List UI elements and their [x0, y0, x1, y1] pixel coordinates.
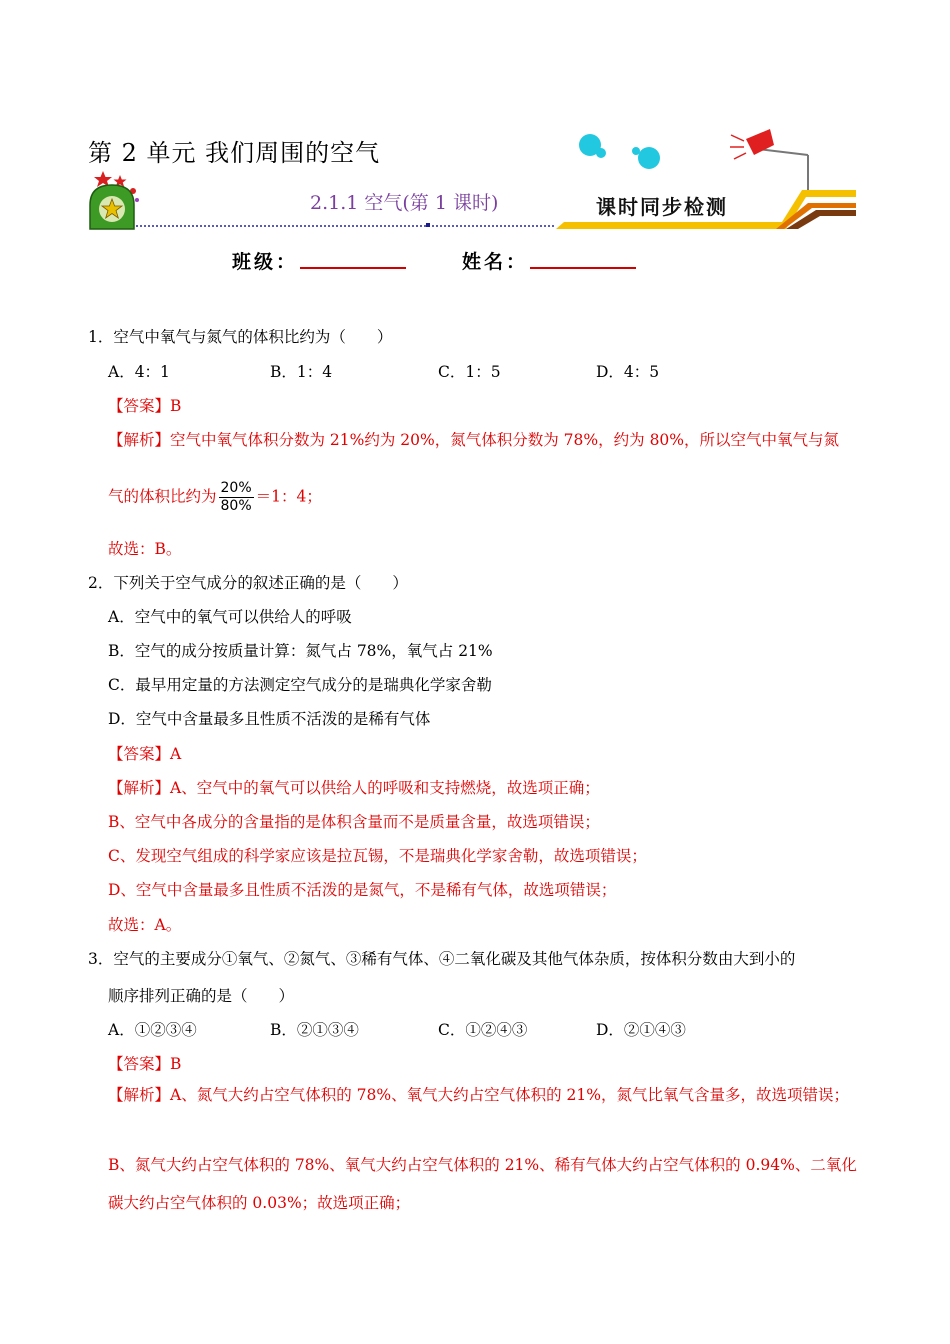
q3-option-b: B．②①③④	[270, 1021, 359, 1039]
q2-analysis-d: D、空气中含量最多且性质不活泼的是氮气，不是稀有气体，故选项错误；	[108, 881, 617, 899]
q3-analysis-b: B、氮气大约占空气体积的 78%、氧气大约占空气体积的 21%、稀有气体大约占空气体积的 0.94%、二氧化碳大约占空气体积的 0.03%；故选项正确；	[108, 1156, 857, 1212]
q2-conclusion: 故选：A。	[108, 916, 182, 934]
q3-option-a: A．①②③④	[108, 1021, 197, 1039]
q1-option-b: B．1：4	[270, 363, 333, 381]
q1-conclusion: 故选：B。	[108, 540, 182, 558]
fraction-numerator: 20%	[220, 480, 252, 496]
q2-option-b: B．空气的成分按质量计算：氮气占 78%，氧气占 21%	[108, 642, 493, 660]
header-banner	[86, 125, 856, 235]
q1-analysis-line2	[108, 480, 322, 515]
q1-option-c: C．1：5	[438, 363, 501, 381]
q1-answer: 【答案】B	[108, 397, 182, 415]
class-label: 班级：	[232, 251, 299, 273]
banner-text: 课时同步检测	[596, 195, 728, 219]
question-1-stem: 1．空气中氧气与氮气的体积比约为（ ）	[88, 328, 393, 346]
q2-answer: 【答案】A	[108, 745, 182, 763]
bubble-icon	[638, 147, 660, 169]
bubble-icon	[596, 148, 606, 158]
q2-analysis-a: 【解析】A、空气中的氧气可以供给人的呼吸和支持燃烧，故选项正确；	[108, 779, 600, 797]
name-label: 姓名：	[462, 251, 529, 273]
q3-analysis-a: 【解析】A、氮气大约占空气体积的 78%、氧气大约占空气体积的 21%，氮气比氧气含量多，故选项错误；	[108, 1086, 849, 1104]
name-field[interactable]	[530, 267, 636, 269]
class-field[interactable]	[300, 267, 406, 269]
fraction	[219, 480, 254, 515]
lesson-title: 2.1.1 空气(第 1 课时)	[310, 192, 499, 214]
q2-analysis-c: C、发现空气组成的科学家应该是拉瓦锡，不是瑞典化学家舍勒，故选项错误；	[108, 847, 647, 865]
q1-analysis-line1: 【解析】空气中氧气体积分数为 21%约为 20%，氮气体积分数为 78%，约为 80%，所以空气中氧气与氮	[108, 431, 840, 449]
q2-option-d: D．空气中含量最多且性质不活泼的是稀有气体	[108, 710, 431, 728]
q3-answer: 【答案】B	[108, 1055, 182, 1073]
q2-analysis-b: B、空气中各成分的含量指的是体积含量而不是质量含量，故选项错误；	[108, 813, 600, 831]
fraction-denominator: 80%	[220, 498, 252, 514]
q3-option-d: D．②①④③	[596, 1021, 686, 1039]
question-3-stem-line1: 3．空气的主要成分①氧气、②氮气、③稀有气体、④二氧化碳及其他气体杂质，按体积分数由大到小的	[88, 950, 796, 968]
q2-option-a: A．空气中的氧气可以供给人的呼吸	[108, 608, 352, 626]
unit-title: 第 2 单元 我们周围的空气	[88, 139, 381, 167]
desk-lamp-icon	[730, 129, 808, 191]
q1-option-d: D．4：5	[596, 363, 660, 381]
q1-analysis-pre: 气的体积比约为	[108, 487, 217, 506]
q3-option-c: C．①②④③	[438, 1021, 528, 1039]
q1-analysis-post: ＝1：4；	[255, 487, 322, 506]
bubble-icon	[632, 147, 640, 155]
q2-option-c: C．最早用定量的方法测定空气成分的是瑞典化学家舍勒	[108, 676, 492, 694]
question-2-stem: 2．下列关于空气成分的叙述正确的是（ ）	[88, 574, 408, 592]
q1-option-a: A．4：1	[108, 363, 170, 381]
question-3-stem-line2: 顺序排列正确的是（ ）	[108, 987, 295, 1005]
